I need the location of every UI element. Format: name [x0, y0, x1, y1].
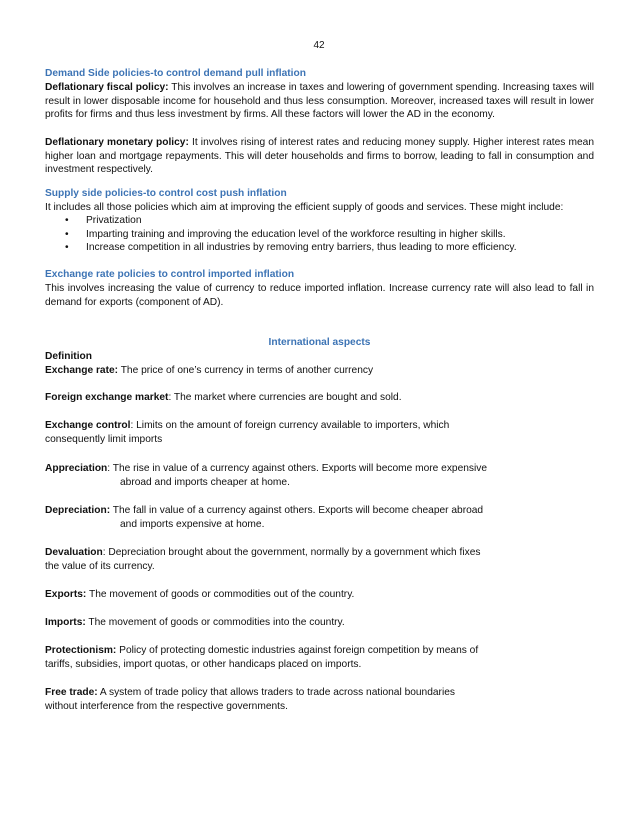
free-trade-definition — [45, 686, 594, 713]
depreciation-definition — [45, 504, 594, 531]
list-item: • Increase competition in all industries by removing entry barriers, thus leading to more efficiency. — [65, 241, 594, 255]
devaluation-text: : Depreciation brought about the government, normally by a government which fixes — [102, 547, 481, 558]
free-trade-term: Free trade: — [45, 687, 98, 698]
forex-market-definition — [45, 391, 594, 405]
list-item: • Privatization — [65, 214, 594, 228]
free-trade-text-2: without interference from the respective governments. — [45, 700, 288, 712]
forex-market-text: : The market where currencies are bought and sold. — [168, 392, 402, 403]
fiscal-policy-paragraph — [45, 81, 594, 122]
appreciation-text: : The rise in value of a currency against others. Exports will become more expensive — [107, 463, 488, 474]
demand-side-heading: Demand Side policies-to control demand pull inflation — [45, 68, 306, 79]
exchange-control-term: Exchange control — [45, 420, 131, 431]
depreciation-text-2: and imports expensive at home. — [120, 518, 265, 530]
fiscal-policy-text: This involves an increase in taxes and lowering of government spending. Increasing taxes will result in lower disposable income for household and thus less consumption. Moreover, increased taxes will result in lower profits for firms and thus less investment by firms. All these factors will lower the AD in the economy. — [45, 82, 595, 121]
page-number: 42 — [313, 40, 325, 51]
appreciation-definition — [45, 462, 594, 489]
international-aspects-title: International aspects — [268, 337, 371, 348]
appreciation-term: Appreciation — [45, 463, 108, 474]
exchange-rate-heading: Exchange rate policies to control imported inflation — [45, 269, 295, 280]
devaluation-text-2: the value of its currency. — [45, 560, 155, 572]
exchange-control-definition — [45, 419, 594, 446]
depreciation-text: The fall in value of a currency against others. Exports will become cheaper abroad — [110, 505, 484, 516]
supply-side-intro: It includes all those policies which aim at improving the efficient supply of goods and services. These might include: — [45, 202, 564, 213]
protectionism-text-2: tariffs, subsidies, import quotas, or other handicaps placed on imports. — [45, 658, 362, 670]
fiscal-policy-term: Deflationary fiscal policy: — [45, 82, 169, 93]
exchange-control-text: : Limits on the amount of foreign currency available to importers, which — [130, 420, 450, 431]
monetary-policy-paragraph — [45, 136, 594, 177]
exports-definition — [45, 588, 594, 602]
definition-label — [45, 350, 594, 364]
protectionism-term: Protectionism: — [45, 645, 117, 656]
supply-side-heading: Supply side policies-to control cost push inflation — [45, 188, 287, 199]
exchange-rate-paragraph: This involves increasing the value of currency to reduce imported inflation. Increase currency rate will also lead to fall in demand for exports (component of AD). — [45, 283, 594, 308]
forex-market-term: Foreign exchange market — [45, 392, 169, 403]
protectionism-text: Policy of protecting domestic industries against foreign competition by means of — [116, 645, 479, 656]
monetary-policy-term: Deflationary monetary policy: — [45, 137, 189, 148]
exports-text: The movement of goods or commodities out of the country. — [86, 589, 355, 600]
monetary-policy-text: It involves rising of interest rates and reducing money supply. Higher interest rates mean higher loan and mortgage repayments. This will deter households and firms to borrow, leading to fall in consumption and investment respectively. — [45, 137, 594, 176]
imports-definition — [45, 616, 594, 630]
exchange-rate-text: The price of one’s currency in terms of another currency — [118, 365, 374, 376]
exchange-rate-definition — [45, 364, 594, 378]
list-item: • Imparting training and improving the education level of the workforce resulting in higher skills. — [65, 228, 594, 242]
devaluation-term: Devaluation — [45, 547, 103, 558]
exchange-control-text-2: consequently limit imports — [45, 433, 163, 445]
exports-term: Exports: — [45, 589, 87, 600]
definition-label-text: Definition — [45, 351, 92, 362]
exchange-rate-term: Exchange rate: — [45, 365, 119, 376]
supply-side-list — [45, 214, 594, 255]
appreciation-text-2: abroad and imports cheaper at home. — [120, 476, 290, 488]
protectionism-definition — [45, 644, 594, 671]
imports-term: Imports: — [45, 617, 86, 628]
depreciation-term: Depreciation: — [45, 505, 111, 516]
free-trade-text: A system of trade policy that allows traders to trade across national boundaries — [97, 687, 455, 698]
imports-text: The movement of goods or commodities into the country. — [85, 617, 345, 628]
devaluation-definition — [45, 546, 594, 573]
